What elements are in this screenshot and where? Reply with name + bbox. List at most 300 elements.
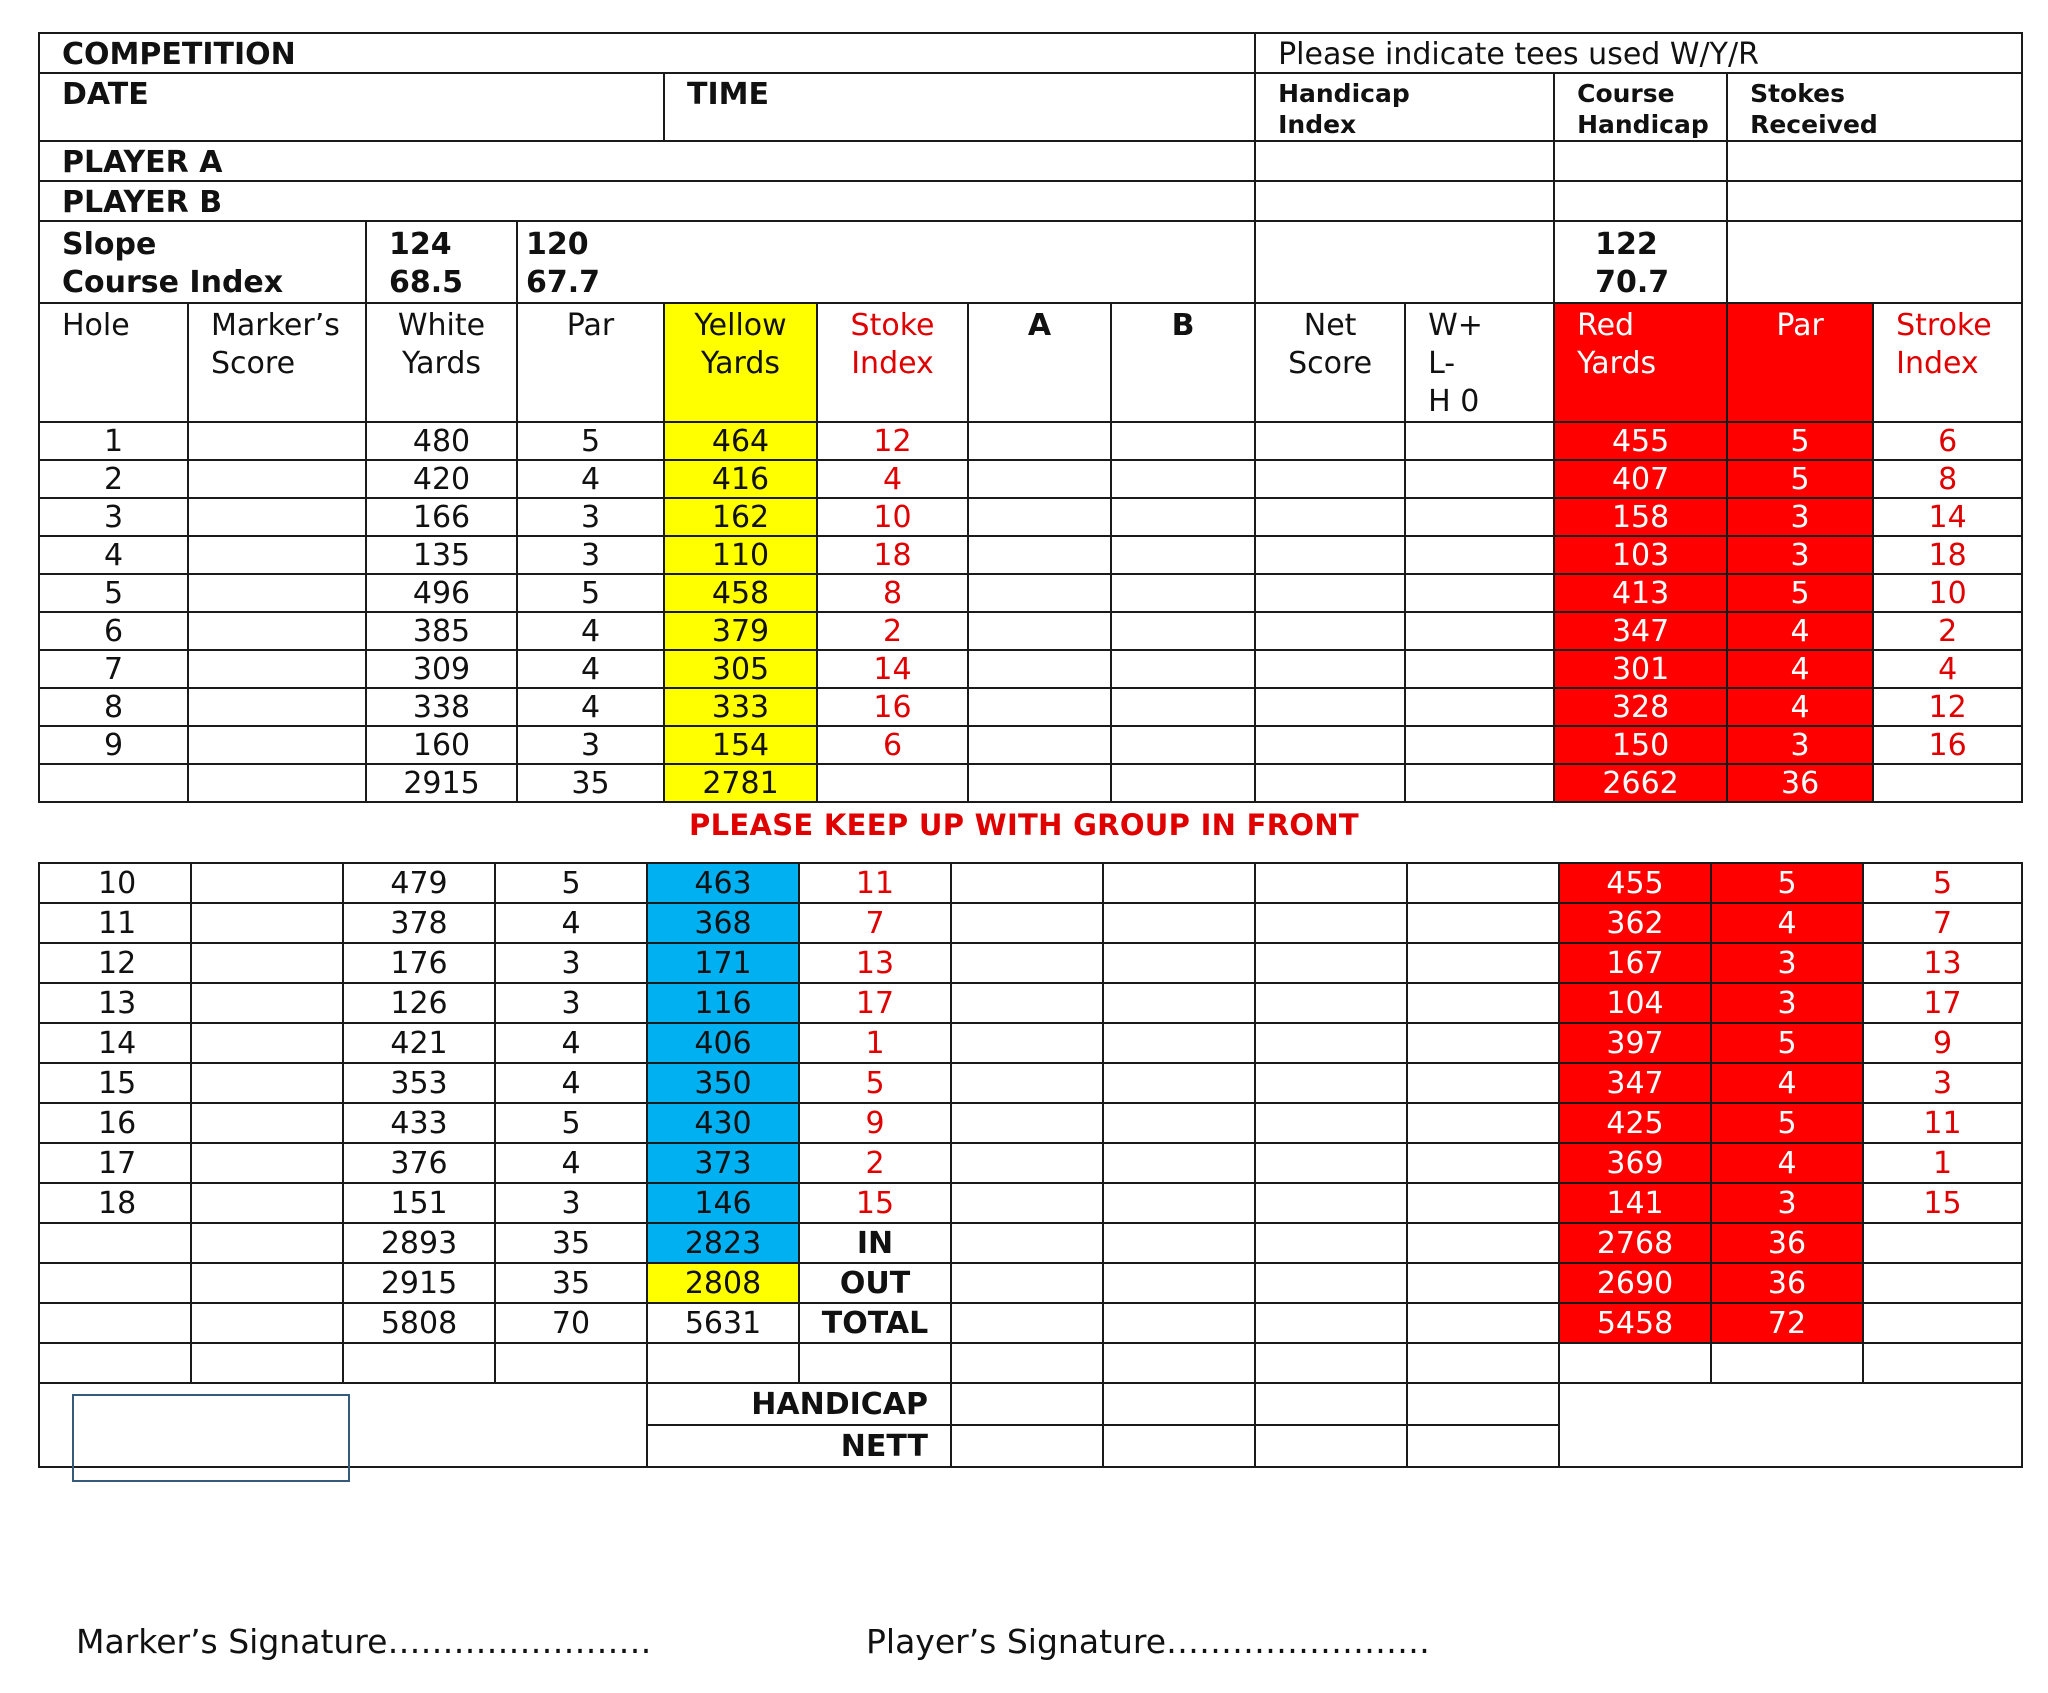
wlh-header: W+ L- H 0: [1405, 303, 1554, 422]
yellow-yards: 305: [664, 650, 817, 688]
player-a-score-cell[interactable]: [968, 460, 1111, 498]
marker-score-cell[interactable]: [191, 943, 343, 983]
red-yards: 425: [1559, 1103, 1711, 1143]
front-total-net[interactable]: [1255, 764, 1405, 802]
net-score-cell[interactable]: [1255, 863, 1407, 903]
in-red: 2768: [1559, 1223, 1711, 1263]
stroke-index: 4: [1873, 650, 2022, 688]
par: 3: [495, 1183, 647, 1223]
yellow-yards: 350: [647, 1063, 799, 1103]
par: 4: [517, 650, 664, 688]
wlh-cell[interactable]: [1407, 903, 1559, 943]
white-yards: 378: [343, 903, 495, 943]
front-total-wlh[interactable]: [1405, 764, 1554, 802]
par: 5: [517, 574, 664, 612]
stroke-index-header: Stroke Index: [1873, 303, 2022, 422]
player-b-score-cell[interactable]: [1111, 460, 1255, 498]
player-b-score-cell[interactable]: [1103, 903, 1255, 943]
hole-row: [39, 983, 2022, 1023]
marker-score-cell[interactable]: [191, 1063, 343, 1103]
player-b-score-cell[interactable]: [1111, 498, 1255, 536]
net-score-cell[interactable]: [1255, 943, 1407, 983]
red-par-header: Par: [1727, 303, 1873, 422]
wlh-cell[interactable]: [1407, 983, 1559, 1023]
player-b-score-cell[interactable]: [1111, 726, 1255, 764]
yellow-yards: 430: [647, 1103, 799, 1143]
red-par: 5: [1711, 1023, 1863, 1063]
par: 4: [517, 688, 664, 726]
total-par: 70: [495, 1303, 647, 1343]
hole-row: [39, 1103, 2022, 1143]
player-a-score-cell[interactable]: [951, 1183, 1103, 1223]
in-par: 35: [495, 1223, 647, 1263]
total-red: 5458: [1559, 1303, 1711, 1343]
player-b-header: B: [1111, 303, 1255, 422]
red-par: 5: [1727, 574, 1873, 612]
wlh-cell[interactable]: [1405, 536, 1554, 574]
white-yards: 385: [366, 612, 517, 650]
player-b-score-cell[interactable]: [1103, 1183, 1255, 1223]
stroke-index: 1: [1863, 1143, 2022, 1183]
par: 3: [495, 983, 647, 1023]
stoke-index: 2: [799, 1143, 951, 1183]
red-yards: 103: [1554, 536, 1727, 574]
front-total-row: [39, 764, 2022, 802]
red-par: 4: [1727, 650, 1873, 688]
wlh-cell[interactable]: [1405, 650, 1554, 688]
marker-score-cell[interactable]: [188, 422, 366, 460]
out-par: 35: [495, 1263, 647, 1303]
player-a-handicap-index[interactable]: [1255, 141, 1554, 181]
yellow-yards: 154: [664, 726, 817, 764]
player-b-score-cell[interactable]: [1103, 863, 1255, 903]
total-b[interactable]: [1103, 1303, 1255, 1343]
hole-number: 15: [39, 1063, 191, 1103]
player-b-score-cell[interactable]: [1111, 612, 1255, 650]
player-b-score-cell[interactable]: [1103, 1103, 1255, 1143]
course-handicap-label: Course Handicap: [1554, 73, 1727, 141]
wlh-cell[interactable]: [1407, 863, 1559, 903]
player-a-score-cell[interactable]: [951, 903, 1103, 943]
net-score-cell[interactable]: [1255, 1023, 1407, 1063]
yellow-yards: 116: [647, 983, 799, 1023]
player-b-score-cell[interactable]: [1111, 536, 1255, 574]
net-score-cell[interactable]: [1255, 1143, 1407, 1183]
hole-number: 18: [39, 1183, 191, 1223]
net-score-cell[interactable]: [1255, 1183, 1407, 1223]
out-b[interactable]: [1103, 1263, 1255, 1303]
par: 4: [495, 1143, 647, 1183]
red-par: 3: [1727, 726, 1873, 764]
marker-score-cell[interactable]: [188, 460, 366, 498]
nett-net[interactable]: [1255, 1425, 1407, 1467]
yellow-yards: 458: [664, 574, 817, 612]
red-par: 4: [1711, 903, 1863, 943]
total-red-par: 72: [1711, 1303, 1863, 1343]
wlh-cell[interactable]: [1407, 1183, 1559, 1223]
player-a-score-cell[interactable]: [951, 1063, 1103, 1103]
stoke-index: 18: [817, 536, 968, 574]
date-label[interactable]: DATE: [39, 73, 664, 141]
stoke-index: 7: [799, 903, 951, 943]
stroke-index: 8: [1873, 460, 2022, 498]
hole-row: [39, 943, 2022, 983]
player-b-score-cell[interactable]: [1103, 943, 1255, 983]
red-yards: 104: [1559, 983, 1711, 1023]
wlh-cell[interactable]: [1407, 1023, 1559, 1063]
stoke-index: 2: [817, 612, 968, 650]
stoke-index: 10: [817, 498, 968, 536]
marker-score-cell[interactable]: [191, 1023, 343, 1063]
net-score-cell[interactable]: [1255, 688, 1405, 726]
hole-header: Hole: [39, 303, 188, 422]
marker-score-cell[interactable]: [191, 1143, 343, 1183]
net-score-cell[interactable]: [1255, 574, 1405, 612]
hole-row: [39, 1183, 2022, 1223]
red-par: 4: [1711, 1063, 1863, 1103]
marker-score-cell[interactable]: [188, 612, 366, 650]
stroke-index: 12: [1873, 688, 2022, 726]
player-a-score-cell[interactable]: [968, 536, 1111, 574]
yellow-yards: 171: [647, 943, 799, 983]
player-a-score-cell[interactable]: [951, 1143, 1103, 1183]
hole-number: 10: [39, 863, 191, 903]
par: 5: [495, 1103, 647, 1143]
hole-row: [39, 650, 2022, 688]
red-yards: 150: [1554, 726, 1727, 764]
player-a-score-cell[interactable]: [968, 612, 1111, 650]
red-yards: 413: [1554, 574, 1727, 612]
stroke-index: 5: [1863, 863, 2022, 903]
player-a-label: PLAYER A: [39, 141, 1255, 181]
nett-b[interactable]: [1103, 1425, 1255, 1467]
red-yards: 347: [1559, 1063, 1711, 1103]
par: 4: [495, 1063, 647, 1103]
yellow-yards: 146: [647, 1183, 799, 1223]
in-yellow: 2823: [647, 1223, 799, 1263]
out-white: 2915: [343, 1263, 495, 1303]
player-a-score-cell[interactable]: [968, 574, 1111, 612]
front-total-yellow: 2781: [664, 764, 817, 802]
player-a-score-cell[interactable]: [968, 422, 1111, 460]
red-par: 4: [1727, 612, 1873, 650]
stroke-index: 16: [1873, 726, 2022, 764]
total-a[interactable]: [951, 1303, 1103, 1343]
stroke-index: 7: [1863, 903, 2022, 943]
player-signature[interactable]: Player’s Signature……………………: [866, 1622, 1431, 1661]
white-rating: 124 68.5: [366, 221, 517, 303]
total-wlh[interactable]: [1407, 1303, 1559, 1343]
marker-score-cell[interactable]: [191, 903, 343, 943]
stoke-index: 14: [817, 650, 968, 688]
out-wlh[interactable]: [1407, 1263, 1559, 1303]
white-yards: 480: [366, 422, 517, 460]
player-a-score-cell[interactable]: [968, 688, 1111, 726]
marker-score-cell[interactable]: [188, 536, 366, 574]
player-a-score-cell[interactable]: [968, 498, 1111, 536]
white-yards: 309: [366, 650, 517, 688]
stroke-index: 15: [1863, 1183, 2022, 1223]
red-yards: 369: [1559, 1143, 1711, 1183]
red-yards: 141: [1559, 1183, 1711, 1223]
net-score-cell[interactable]: [1255, 612, 1405, 650]
hole-number: 7: [39, 650, 188, 688]
par: 4: [495, 903, 647, 943]
marker-score-cell[interactable]: [191, 863, 343, 903]
par: 4: [517, 612, 664, 650]
in-white: 2893: [343, 1223, 495, 1263]
handicap-wlh[interactable]: [1407, 1383, 1559, 1425]
hole-number: 17: [39, 1143, 191, 1183]
yellow-yards: 379: [664, 612, 817, 650]
white-yards: 126: [343, 983, 495, 1023]
white-yards: 151: [343, 1183, 495, 1223]
stroke-index: 10: [1873, 574, 2022, 612]
red-yards: 362: [1559, 903, 1711, 943]
front-total-b[interactable]: [1111, 764, 1255, 802]
wlh-cell[interactable]: [1405, 688, 1554, 726]
in-wlh[interactable]: [1407, 1223, 1559, 1263]
net-score-header: Net Score: [1255, 303, 1405, 422]
par: 5: [517, 422, 664, 460]
marker-signature[interactable]: Marker’s Signature……………………: [76, 1622, 652, 1661]
handicap-label: HANDICAP: [647, 1383, 951, 1425]
wlh-cell[interactable]: [1405, 460, 1554, 498]
red-par: 4: [1727, 688, 1873, 726]
player-b-score-cell[interactable]: [1111, 650, 1255, 688]
nett-a[interactable]: [951, 1425, 1103, 1467]
hole-row: [39, 903, 2022, 943]
net-score-cell[interactable]: [1255, 498, 1405, 536]
in-net[interactable]: [1255, 1223, 1407, 1263]
wlh-cell[interactable]: [1407, 1103, 1559, 1143]
marker-score-cell[interactable]: [191, 1183, 343, 1223]
in-row: [39, 1223, 2022, 1263]
player-a-score-cell[interactable]: [951, 983, 1103, 1023]
net-score-cell[interactable]: [1255, 903, 1407, 943]
yellow-yards: 333: [664, 688, 817, 726]
net-score-cell[interactable]: [1255, 650, 1405, 688]
marker-score-cell[interactable]: [188, 574, 366, 612]
in-red-par: 36: [1711, 1223, 1863, 1263]
hole-row: [39, 688, 2022, 726]
white-yards: 496: [366, 574, 517, 612]
player-b-score-cell[interactable]: [1103, 1063, 1255, 1103]
in-a[interactable]: [951, 1223, 1103, 1263]
hole-row: [39, 1143, 2022, 1183]
competition-label: COMPETITION: [39, 33, 1255, 73]
hole-row: [39, 1023, 2022, 1063]
red-par: 3: [1727, 536, 1873, 574]
total-net[interactable]: [1255, 1303, 1407, 1343]
red-yards: 347: [1554, 612, 1727, 650]
wlh-cell[interactable]: [1407, 943, 1559, 983]
tees-note: Please indicate tees used W/Y/R: [1255, 33, 2022, 73]
stroke-index: 9: [1863, 1023, 2022, 1063]
par: 5: [495, 863, 647, 903]
player-b-score-cell[interactable]: [1111, 688, 1255, 726]
result-area[interactable]: [1559, 1383, 2022, 1467]
out-red: 2690: [1559, 1263, 1711, 1303]
red-par: 3: [1711, 983, 1863, 1023]
stoke-index: 9: [799, 1103, 951, 1143]
yellow-yards: 162: [664, 498, 817, 536]
column-header-row: [39, 303, 2022, 422]
net-score-cell[interactable]: [1255, 1063, 1407, 1103]
yellow-yards: 110: [664, 536, 817, 574]
player-a-score-cell[interactable]: [951, 1023, 1103, 1063]
wlh-cell[interactable]: [1405, 498, 1554, 536]
hole-number: 5: [39, 574, 188, 612]
stoke-index: 12: [817, 422, 968, 460]
par: 3: [517, 536, 664, 574]
white-yards: 433: [343, 1103, 495, 1143]
net-score-cell[interactable]: [1255, 726, 1405, 764]
white-yards: 420: [366, 460, 517, 498]
red-yards: 455: [1559, 863, 1711, 903]
front-total-marker[interactable]: [188, 764, 366, 802]
handicap-a[interactable]: [951, 1383, 1103, 1425]
hole-number: 16: [39, 1103, 191, 1143]
out-red-par: 36: [1711, 1263, 1863, 1303]
stroke-index: 13: [1863, 943, 2022, 983]
player-b-score-cell[interactable]: [1103, 983, 1255, 1023]
total-label: TOTAL: [799, 1303, 951, 1343]
player-b-score-cell[interactable]: [1111, 574, 1255, 612]
wlh-cell[interactable]: [1407, 1063, 1559, 1103]
yellow-yards: 368: [647, 903, 799, 943]
marker-score-cell[interactable]: [188, 688, 366, 726]
marker-score-cell[interactable]: [191, 1103, 343, 1143]
hole-number: 8: [39, 688, 188, 726]
red-yards: 407: [1554, 460, 1727, 498]
white-yards: 421: [343, 1023, 495, 1063]
out-row: [39, 1263, 2022, 1303]
player-b-score-cell[interactable]: [1103, 1023, 1255, 1063]
total-marker[interactable]: [191, 1303, 343, 1343]
red-yards: 328: [1554, 688, 1727, 726]
wlh-cell[interactable]: [1405, 612, 1554, 650]
wlh-cell[interactable]: [1405, 574, 1554, 612]
stoke-index: 16: [817, 688, 968, 726]
out-marker[interactable]: [191, 1263, 343, 1303]
player-b-score-cell[interactable]: [1103, 1143, 1255, 1183]
front-total-white: 2915: [366, 764, 517, 802]
nett-wlh[interactable]: [1407, 1425, 1559, 1467]
white-yards: 135: [366, 536, 517, 574]
in-b[interactable]: [1103, 1223, 1255, 1263]
stoke-index: 8: [817, 574, 968, 612]
white-yards: 353: [343, 1063, 495, 1103]
marker-score-header: Marker’s Score: [188, 303, 366, 422]
stroke-index: 11: [1863, 1103, 2022, 1143]
net-score-cell[interactable]: [1255, 983, 1407, 1023]
net-score-cell[interactable]: [1255, 460, 1405, 498]
red-par: 3: [1711, 943, 1863, 983]
stroke-index: 18: [1873, 536, 2022, 574]
red-par: 3: [1727, 498, 1873, 536]
hole-row: [39, 498, 2022, 536]
player-a-score-cell[interactable]: [951, 863, 1103, 903]
red-par: 5: [1727, 422, 1873, 460]
red-yards: 397: [1559, 1023, 1711, 1063]
player-a-score-cell[interactable]: [951, 1103, 1103, 1143]
hole-number: 3: [39, 498, 188, 536]
net-score-cell[interactable]: [1255, 536, 1405, 574]
yellow-yards-header: Yellow Yards: [664, 303, 817, 422]
time-label[interactable]: TIME: [664, 73, 1255, 141]
par-header: Par: [517, 303, 664, 422]
red-par: 4: [1711, 1143, 1863, 1183]
in-marker[interactable]: [191, 1223, 343, 1263]
player-a-course-handicap[interactable]: [1554, 141, 1727, 181]
player-a-stokes-received[interactable]: [1727, 141, 2022, 181]
front-total-a[interactable]: [968, 764, 1111, 802]
marker-score-cell[interactable]: [188, 498, 366, 536]
front-total-red-par: 36: [1727, 764, 1873, 802]
handicap-net[interactable]: [1255, 1383, 1407, 1425]
hole-row: [39, 612, 2022, 650]
player-b-course-handicap[interactable]: [1554, 181, 1727, 221]
wlh-cell[interactable]: [1405, 422, 1554, 460]
wlh-cell[interactable]: [1405, 726, 1554, 764]
stoke-index: 17: [799, 983, 951, 1023]
out-yellow: 2808: [647, 1263, 799, 1303]
marker-score-cell[interactable]: [191, 983, 343, 1023]
player-a-score-cell[interactable]: [968, 650, 1111, 688]
marker-score-cell[interactable]: [188, 650, 366, 688]
player-a-score-cell[interactable]: [951, 943, 1103, 983]
net-score-cell[interactable]: [1255, 1103, 1407, 1143]
hole-row: [39, 536, 2022, 574]
hole-row: [39, 422, 2022, 460]
front-total-red: 2662: [1554, 764, 1727, 802]
out-a[interactable]: [951, 1263, 1103, 1303]
marker-score-cell[interactable]: [188, 726, 366, 764]
par: 3: [517, 726, 664, 764]
handicap-index-label: Handicap Index: [1255, 73, 1554, 141]
player-b-score-cell[interactable]: [1111, 422, 1255, 460]
par: 3: [495, 943, 647, 983]
stroke-index: 2: [1873, 612, 2022, 650]
player-b-handicap-index[interactable]: [1255, 181, 1554, 221]
front-total-par: 35: [517, 764, 664, 802]
wlh-cell[interactable]: [1407, 1143, 1559, 1183]
pace-of-play-message: PLEASE KEEP UP WITH GROUP IN FRONT: [689, 808, 1359, 842]
player-b-stokes-received[interactable]: [1727, 181, 2022, 221]
hole-row: [39, 1063, 2022, 1103]
out-net[interactable]: [1255, 1263, 1407, 1303]
player-a-score-cell[interactable]: [968, 726, 1111, 764]
par: 4: [495, 1023, 647, 1063]
red-yards-header: Red Yards: [1554, 303, 1727, 422]
par: 4: [517, 460, 664, 498]
slope-course-index-label: Slope Course Index: [39, 221, 366, 303]
white-yards: 166: [366, 498, 517, 536]
hole-number: 2: [39, 460, 188, 498]
hole-number: 12: [39, 943, 191, 983]
hole-row: [39, 574, 2022, 612]
hole-row: [39, 726, 2022, 764]
handicap-b[interactable]: [1103, 1383, 1255, 1425]
yellow-yards: 373: [647, 1143, 799, 1183]
net-score-cell[interactable]: [1255, 422, 1405, 460]
hole-number: 9: [39, 726, 188, 764]
hole-number: 6: [39, 612, 188, 650]
white-yards: 376: [343, 1143, 495, 1183]
stamp-box[interactable]: [72, 1394, 350, 1482]
yellow-yards: 464: [664, 422, 817, 460]
